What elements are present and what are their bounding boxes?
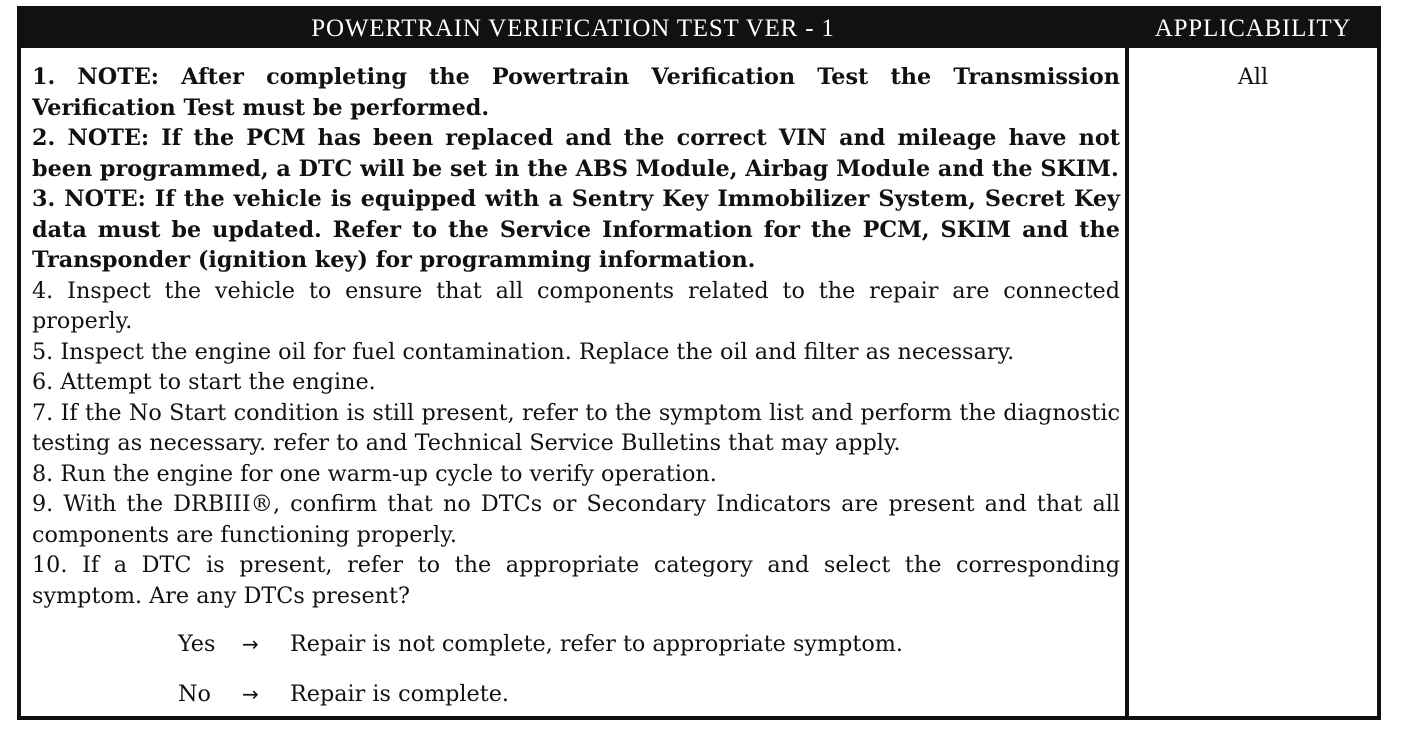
- step-5: 5. Inspect the engine oil for fuel contamination. Replace the oil and filter as necessary.: [32, 338, 1015, 365]
- column-divider: [1125, 10, 1129, 716]
- step-3-note: 3. NOTE: If the vehicle is equipped with a Sentry Key Immobilizer System, Secret Key data must be updated. Refer to the Service Information for the PCM, SKIM and the Transponder (ignition key) for programming information.: [32, 186, 1120, 273]
- step-7: 7. If the No Start condition is still present, refer to the symptom list and perform the diagnostic testing as necessary. refer to and Technical Service Bulletins that may apply.: [32, 399, 1120, 456]
- step-4: 4. Inspect the vehicle to ensure that all components related to the repair are connected properly.: [32, 277, 1120, 334]
- step-1-note: 1. NOTE: After completing the Powertrain Verification Test the Transmission Verification Test must be performed.: [32, 64, 1120, 121]
- step-6: 6. Attempt to start the engine.: [32, 369, 376, 395]
- procedure-steps: [32, 62, 1120, 611]
- table-header: [21, 10, 1377, 48]
- right-arrow-icon: →: [242, 632, 259, 656]
- step-8: 8. Run the engine for one warm-up cycle to verify operation.: [32, 460, 717, 487]
- verification-test-table: [17, 6, 1381, 720]
- test-title: POWERTRAIN VERIFICATION TEST VER - 1: [311, 15, 835, 42]
- step-10-question: 10. If a DTC is present, refer to the appropriate category and select the corresponding symptom. Are any DTCs present?: [32, 552, 1120, 609]
- yes-result: Repair is not complete, refer to appropriate symptom.: [290, 631, 904, 657]
- yes-label: Yes: [178, 631, 216, 657]
- step-9: 9. With the DRBIII®, confirm that no DTCs or Secondary Indicators are present and that all components are functioning properly.: [32, 491, 1120, 548]
- applicability-header: APPLICABILITY: [1154, 15, 1352, 42]
- step-2-note: 2. NOTE: If the PCM has been replaced and the correct VIN and mileage have not been programmed, a DTC will be set in the ABS Module, Airbag Module and the SKIM.: [32, 125, 1120, 182]
- applicability-value: All: [1237, 64, 1269, 90]
- no-label: No: [178, 681, 211, 707]
- no-result: Repair is complete.: [290, 681, 509, 707]
- right-arrow-icon: →: [242, 682, 259, 706]
